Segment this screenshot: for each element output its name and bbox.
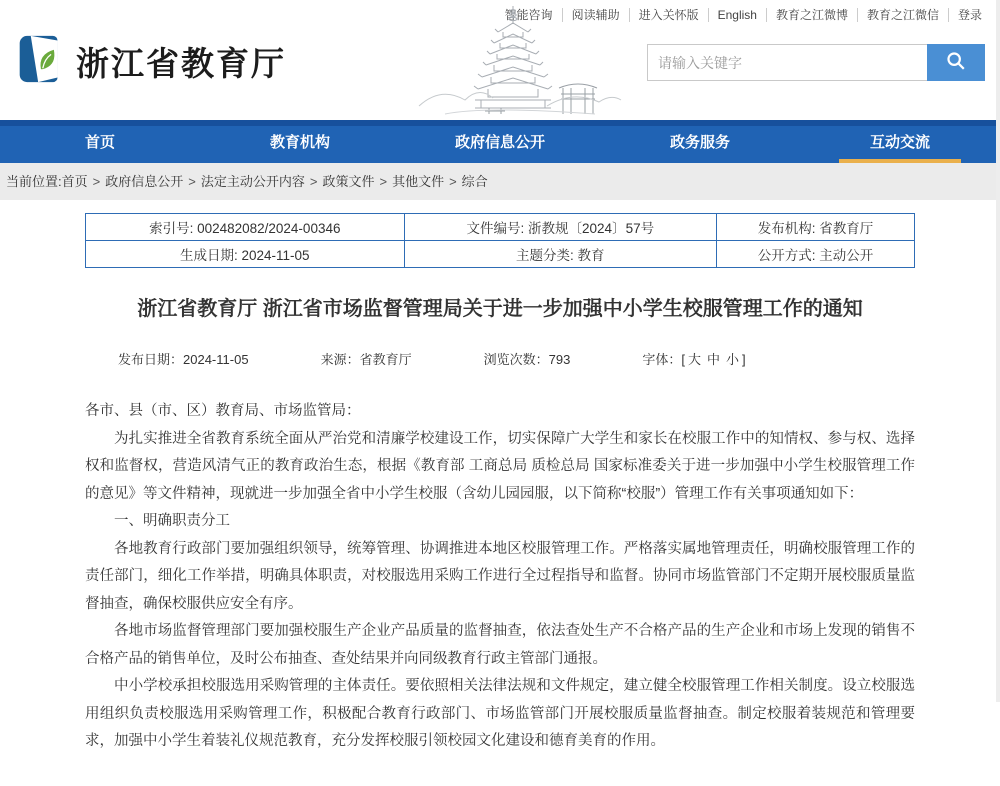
font-size-control: 字体：[ 大 中 小 ] — [642, 352, 746, 367]
font-size-medium[interactable]: 中 — [706, 352, 720, 367]
top-link-wechat[interactable]: 教育之江微信 — [867, 8, 949, 22]
nav-item-interaction[interactable] — [800, 120, 1000, 163]
nav-label: 首页 — [84, 134, 115, 151]
breadcrumb — [0, 163, 1000, 200]
top-link-english[interactable]: English — [718, 8, 767, 22]
breadcrumb-policy-docs[interactable]: 政策文件 — [322, 174, 375, 189]
paragraph: 中小学校承担校服选用采购管理的主体责任。要依照相关法律法规和文件规定，建立健全校服管理工作相关制度。设立校服选用组织负责校服选用采购管理工作，积极配合教育行政部门、市场监管部门开展校服质量监督抽查。制定校服着装规范和管理要求，加强中小学生着装礼仪规范教育，充分发挥校服引领校园文化建设和德育美育的作用。 — [85, 678, 915, 749]
article-info-row — [85, 349, 915, 368]
top-link-login[interactable]: 登录 — [957, 8, 982, 22]
nav-label: 政务服务 — [669, 134, 730, 151]
breadcrumb-separator: > — [309, 174, 318, 189]
paragraph: 为扎实推进全省教育系统全面从严治党和清廉学校建设工作，切实保障广大学生和家长在校服工作中的知情权、参与权、选择权和监督权，营造风清气正的教育政治生态，根据《教育部 工商总局 质检总局 国家标准委关于进一步加强中小学生校服管理工作的意见》等文件精神，现就进一步加强全省中小学生校服（含幼儿园园服，以下简称“校服”）管理工作有关事项通知如下： — [85, 430, 915, 502]
search-input[interactable] — [647, 44, 927, 81]
nav-item-services[interactable] — [600, 120, 800, 163]
search-button[interactable] — [927, 44, 985, 81]
search-box — [647, 44, 985, 81]
meta-doc-number: 文件编号: 浙教规〔2024〕57号 — [404, 214, 716, 241]
site-header — [0, 0, 1000, 120]
meta-date-created: 生成日期: 2024-11-05 — [86, 241, 405, 268]
main-nav — [0, 120, 1000, 163]
document-meta-table — [85, 213, 915, 268]
source: 来源：省教育厅 — [320, 352, 412, 367]
meta-issuing-agency: 发布机构: 省教育厅 — [717, 214, 915, 241]
nav-item-home[interactable] — [0, 120, 200, 163]
nav-label: 教育机构 — [269, 134, 330, 151]
site-logo[interactable] — [16, 32, 286, 91]
top-link-care-version[interactable]: 进入关怀版 — [639, 8, 709, 22]
meta-topic-category: 主题分类: 教育 — [404, 241, 716, 268]
paragraph: 各地教育行政部门要加强组织领导，统筹管理、协调推进本地区校服管理工作。严格落实属地管理责任，明确校服管理工作的责任部门，细化工作举措，明确具体职责，对校服选用采购工作进行全过程指导和监督。协同市场监管部门不定期开展校服质量监督抽查，确保校服供应安全有序。 — [85, 540, 915, 612]
site-title: 浙江省教育厅 — [76, 47, 286, 83]
top-link-smart-consult[interactable]: 智能咨询 — [505, 8, 563, 22]
meta-index-number: 索引号: 002482082/2024-00346 — [86, 214, 405, 241]
search-icon — [945, 50, 967, 75]
breadcrumb-separator: > — [379, 174, 388, 189]
page-title: 浙江省教育厅 浙江省市场监督管理局关于进一步加强中小学生校服管理工作的通知 — [137, 298, 863, 320]
meta-disclosure-method: 公开方式: 主动公开 — [717, 241, 915, 268]
breadcrumb-other-docs[interactable]: 其他文件 — [392, 174, 445, 189]
breadcrumb-separator: > — [188, 174, 196, 189]
view-count: 浏览次数：793 — [483, 352, 571, 367]
scrollbar[interactable] — [996, 0, 1000, 702]
logo-book-leaf-icon — [16, 32, 64, 91]
breadcrumb-general[interactable]: 综合 — [461, 174, 488, 189]
active-tab-underline — [839, 159, 961, 163]
nav-label: 互动交流 — [869, 134, 930, 151]
top-link-weibo[interactable]: 教育之江微博 — [776, 8, 858, 22]
breadcrumb-prefix: 当前位置: — [6, 174, 62, 189]
document-content — [0, 200, 1000, 786]
top-link-reading-aid[interactable]: 阅读辅助 — [572, 8, 630, 22]
publish-date: 发布日期：2024-11-05 — [118, 352, 249, 367]
breadcrumb-home[interactable]: 首页 — [61, 174, 88, 189]
breadcrumb-gov-info[interactable]: 政府信息公开 — [105, 174, 184, 189]
breadcrumb-separator: > — [92, 174, 101, 189]
nav-item-gov-info[interactable] — [400, 120, 600, 163]
nav-item-institutions[interactable] — [200, 120, 400, 163]
font-size-large[interactable]: 大 — [687, 352, 701, 367]
breadcrumb-separator: > — [449, 174, 457, 189]
paragraph: 各地市场监督管理部门要加强校服生产企业产品质量的监督抽查，依法查处生产不合格产品的生产企业和市场上发现的销售不合格产品的销售单位，及时公布抽查、查处结果并向同级教育行政主管部门通报。 — [85, 623, 915, 667]
breadcrumb-statutory[interactable]: 法定主动公开内容 — [200, 174, 305, 189]
font-size-small[interactable]: 小 — [725, 352, 739, 367]
nav-label: 政府信息公开 — [454, 134, 545, 151]
salutation: 各市、县（市、区）教育局、市场监管局： — [85, 403, 361, 419]
section-heading: 一、明确职责分工 — [114, 513, 230, 529]
pagoda-sketch — [415, 2, 625, 123]
